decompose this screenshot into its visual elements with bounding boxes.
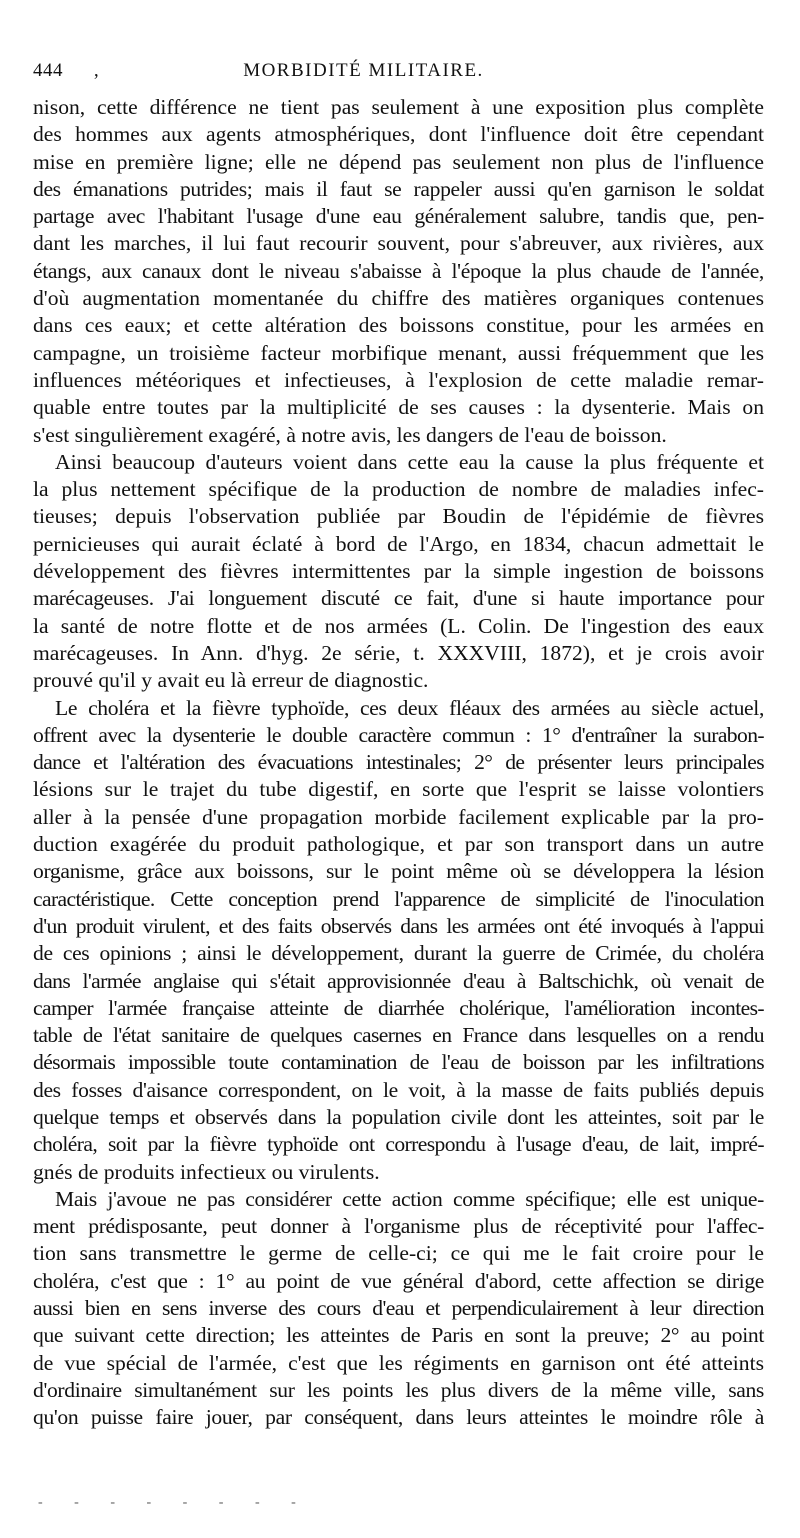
text-line: d'où augmentation momentanée du chiffre des matières organiques contenues [33, 286, 764, 311]
text-line: prouvé qu'il y avait eu là erreur de diagnostic. [33, 668, 429, 693]
text-line: de vue spécial de l'armée, c'est que les régiments en garnison ont été atteints [33, 1350, 764, 1375]
text-line: dans l'armée anglaise qui s'était approvisionnée d'eau à Baltschichk, où venait de [33, 968, 764, 993]
paragraph-2 [33, 449, 764, 695]
text-line: camper l'armée française atteinte de diarrhée cholérique, l'amélioration incontes- [33, 995, 764, 1020]
text-line: marécageuses. In Ann. d'hyg. 2e série, t. XXXVIII, 1872), et je crois avoir [33, 640, 764, 665]
text-line: tion sans transmettre le germe de celle-ci; ce qui me le fait croire pour le [33, 1241, 764, 1266]
text-line: Mais j'avoue ne pas considérer cette action comme spécifique; elle est unique- [55, 1186, 764, 1211]
text-line: aussi bien en sens inverse des cours d'eau et perpendiculairement à leur direction [33, 1296, 764, 1321]
text-line: développement des fièvres intermittentes par la simple ingestion de boissons [33, 559, 764, 584]
text-line: choléra, soit par la fièvre typhoïde ont correspondu à l'usage d'eau, de lait, impré- [33, 1132, 764, 1157]
text-line: de ces opinions ; ainsi le développement, durant la guerre de Crimée, du choléra [33, 941, 764, 966]
text-line: lésions sur le trajet du tube digestif, en sorte que l'esprit se laisse volontiers [33, 777, 764, 802]
running-head [33, 60, 764, 94]
text-line: Le choléra et la fièvre typhoïde, ces deux fléaux des armées au siècle actuel, [55, 695, 764, 720]
text-line: duction exagérée du produit pathologique, et par son transport dans un autre [33, 832, 764, 857]
text-line: marécageuses. J'ai longuement discuté ce fait, d'une si haute importance pour [33, 586, 764, 611]
text-line: offrent avec la dysenterie le double caractère commun : 1° d'entraîner la surabon- [33, 722, 764, 747]
text-line: d'ordinaire simultanément sur les points les plus divers de la même ville, sans [33, 1377, 764, 1402]
paragraph-3 [33, 695, 764, 1186]
text-line: nison, cette différence ne tient pas seulement à une exposition plus complète [33, 95, 764, 119]
text-line: qu'on puisse faire jouer, par conséquent, dans leurs atteintes le moindre rôle à [33, 1405, 764, 1430]
text-line: que suivant cette direction; les atteintes de Paris en sont la preuve; 2° au point [33, 1323, 764, 1348]
text-line: la santé de notre flotte et de nos armées (L. Colin. De l'ingestion des eaux [33, 613, 764, 638]
text-line: quable entre toutes par la multiplicité de ses causes : la dysenterie. Mais on [33, 395, 764, 420]
body-text [33, 94, 764, 1432]
paragraph-4 [33, 1186, 764, 1432]
text-line: dant les marches, il lui faut recourir souvent, pour s'abreuver, aux rivières, aux [33, 231, 764, 256]
text-line: des fosses d'aisance correspondent, on le voit, à la masse de faits publiés depuis [33, 1077, 764, 1102]
text-line: tieuses; depuis l'observation publiée par Boudin de l'épidémie de fièvres [33, 504, 764, 529]
text-line: désormais impossible toute contamination de l'eau de boisson par les infiltrations [33, 1050, 764, 1075]
text-line: table de l'état sanitaire de quelques casernes en France dans lesquelles on a rendu [33, 1023, 764, 1048]
footer-marks: - - - - - - - - [38, 1495, 310, 1510]
page-number: 444 [33, 60, 63, 81]
text-line: quelque temps et observés dans la population civile dont les atteintes, soit par le [33, 1104, 764, 1129]
text-line: aller à la pensée d'une propagation morbide facilement explicable par la pro- [33, 804, 764, 829]
text-line: gnés de produits infectieux ou virulents. [33, 1159, 380, 1184]
text-line: pernicieuses qui aurait éclaté à bord de l'Argo, en 1834, chacun admettait le [33, 531, 764, 556]
text-line: organisme, grâce aux boissons, sur le point même où se développera la lésion [33, 859, 764, 884]
text-line: des émanations putrides; mais il faut se rappeler aussi qu'en garnison le soldat [33, 176, 764, 201]
text-line: partage avec l'habitant l'usage d'une eau généralement salubre, tandis que, pen- [33, 204, 764, 229]
text-line: s'est singulièrement exagéré, à notre avis, les dangers de l'eau de boisson. [33, 422, 667, 447]
text-line: des hommes aux agents atmosphériques, dont l'influence doit être cependant [33, 122, 764, 147]
text-line: ment prédisposante, peut donner à l'organisme plus de réceptivité pour l'affec- [33, 1214, 764, 1239]
text-line: caractéristique. Cette conception prend l'apparence de simplicité de l'inoculation [33, 886, 764, 911]
text-line: choléra, c'est que : 1° au point de vue général d'abord, cette affection se dirige [33, 1268, 764, 1293]
paragraph-1 [33, 94, 764, 449]
head-mark: ‚ [93, 60, 100, 81]
text-line: d'un produit virulent, et des faits observés dans les armées ont été invoqués à l'appui [33, 913, 764, 938]
running-title: MORBIDITÉ MILITAIRE. [243, 60, 484, 81]
text-line: mise en première ligne; elle ne dépend pas seulement non plus de l'influence [33, 149, 764, 174]
text-line: influences météoriques et infectieuses, à l'explosion de cette maladie remar- [33, 367, 764, 392]
text-line: étangs, aux canaux dont le niveau s'abaisse à l'époque la plus chaude de l'année, [33, 258, 764, 283]
text-line: la plus nettement spécifique de la production de nombre de maladies infec- [33, 477, 764, 502]
text-line: Ainsi beaucoup d'auteurs voient dans cette eau la cause la plus fréquente et [55, 449, 764, 474]
text-line: dance et l'altération des évacuations intestinales; 2° de présenter leurs principales [33, 750, 764, 775]
text-line: dans ces eaux; et cette altération des boissons constitue, pour les armées en [33, 313, 764, 338]
text-line: campagne, un troisième facteur morbifique menant, aussi fréquemment que les [33, 340, 764, 365]
